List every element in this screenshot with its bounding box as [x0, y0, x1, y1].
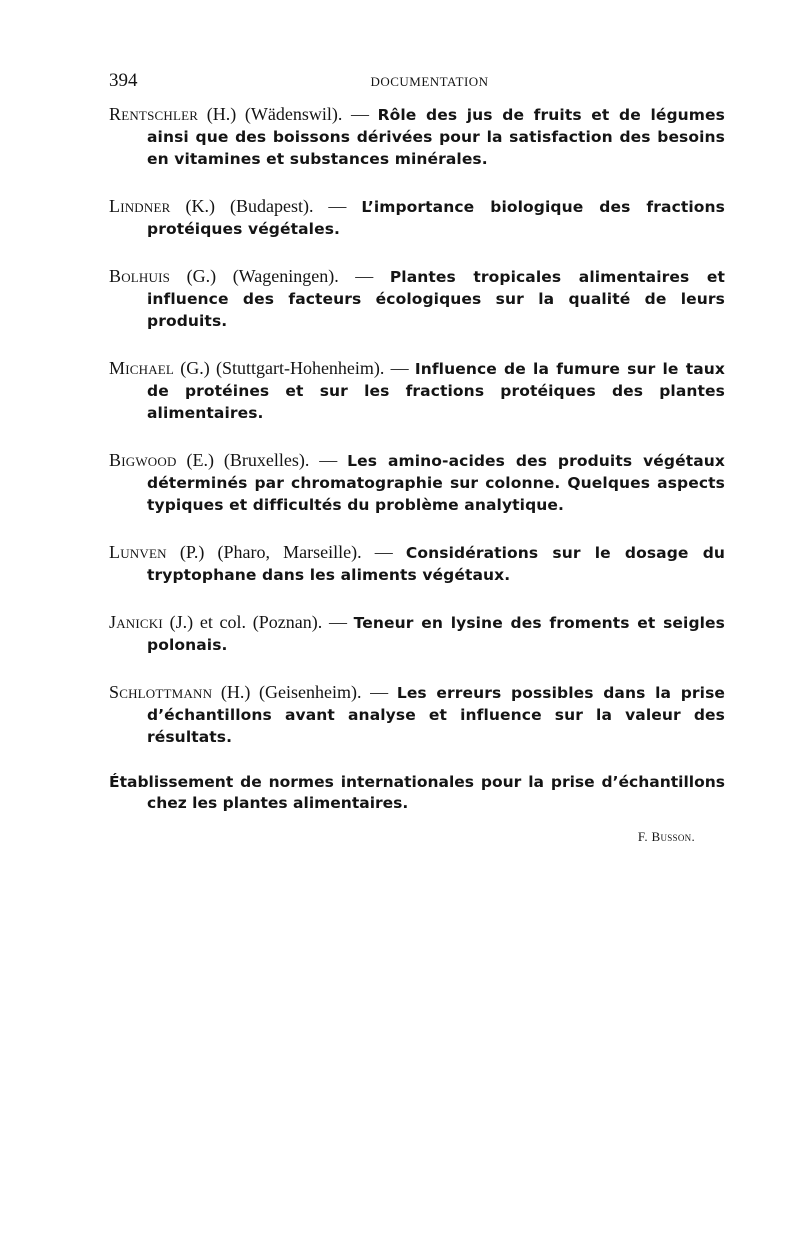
documentation-list — [109, 104, 725, 846]
entry-author: Janicki — [109, 612, 163, 632]
entry-affiliation: (G.) (Stuttgart-Hohenheim). — — [180, 358, 409, 378]
entry-author: Lindner — [109, 196, 171, 216]
entry-title: Les amino-acides des produits végétaux déterminés par chromatographie sur colonne. Quelques aspects typiques et difficultés du problème analytique. — [147, 452, 726, 514]
entry-author: Schlottmann — [109, 682, 213, 702]
entry-affiliation: (H.) (Wädenswil). — — [206, 104, 369, 124]
signature-initial: F. — [637, 829, 648, 844]
running-title: DOCUMENTATION — [370, 74, 489, 89]
entry-title: Considérations sur le dosage du tryptophane dans les aliments végétaux. — [147, 544, 726, 584]
list-item — [109, 682, 725, 748]
list-item — [109, 196, 725, 240]
entry-affiliation: (G.) (Wageningen). — — [186, 266, 374, 286]
entry-author: Michael — [109, 358, 175, 378]
entry-author: Lunven — [109, 542, 167, 562]
list-item — [109, 358, 725, 424]
entry-title: Plantes tropicales alimentaires et influence des facteurs écologiques sur la qualité de leurs produits. — [147, 268, 725, 330]
signature — [109, 828, 725, 846]
entry-author: Bolhuis — [109, 266, 171, 286]
signature-surname: Busson. — [651, 829, 695, 844]
list-item — [109, 612, 725, 656]
entry-title: L’importance biologique des fractions protéiques végétales. — [147, 198, 725, 238]
entry-affiliation: (H.) (Geisenheim). — — [220, 682, 389, 702]
list-item — [109, 266, 725, 332]
closing-statement: Établissement de normes internationales pour la prise d’échantillons chez les plantes alimentaires. — [109, 773, 725, 812]
entry-title: Rôle des jus de fruits et de légumes ainsi que des boissons dérivées pour la satisfaction des besoins en vitamines et substances minérales. — [147, 106, 725, 168]
entry-affiliation: (P.) (Pharo, Marseille). — — [179, 542, 393, 562]
entry-author: Rentschler — [109, 104, 199, 124]
list-item — [109, 450, 725, 516]
entry-title: Les erreurs possibles dans la prise d’échantillons avant analyse et influence sur la valeur des résultats. — [147, 684, 726, 746]
entry-affiliation: (E.) (Bruxelles). — — [186, 450, 338, 470]
entry-affiliation: (K.) (Budapest). — — [185, 196, 347, 216]
entry-title: Teneur en lysine des froments et seigles polonais. — [147, 614, 725, 654]
entry-author: Bigwood — [109, 450, 177, 470]
page-header — [109, 68, 720, 94]
list-item — [109, 542, 725, 586]
list-item — [109, 104, 725, 170]
page-number: 394 — [109, 70, 138, 91]
entry-affiliation: (J.) et col. (Poznan). — — [169, 612, 347, 632]
entry-title: Influence de la fumure sur le taux de protéines et sur les fractions protéiques des plantes alimentaires. — [147, 360, 726, 422]
